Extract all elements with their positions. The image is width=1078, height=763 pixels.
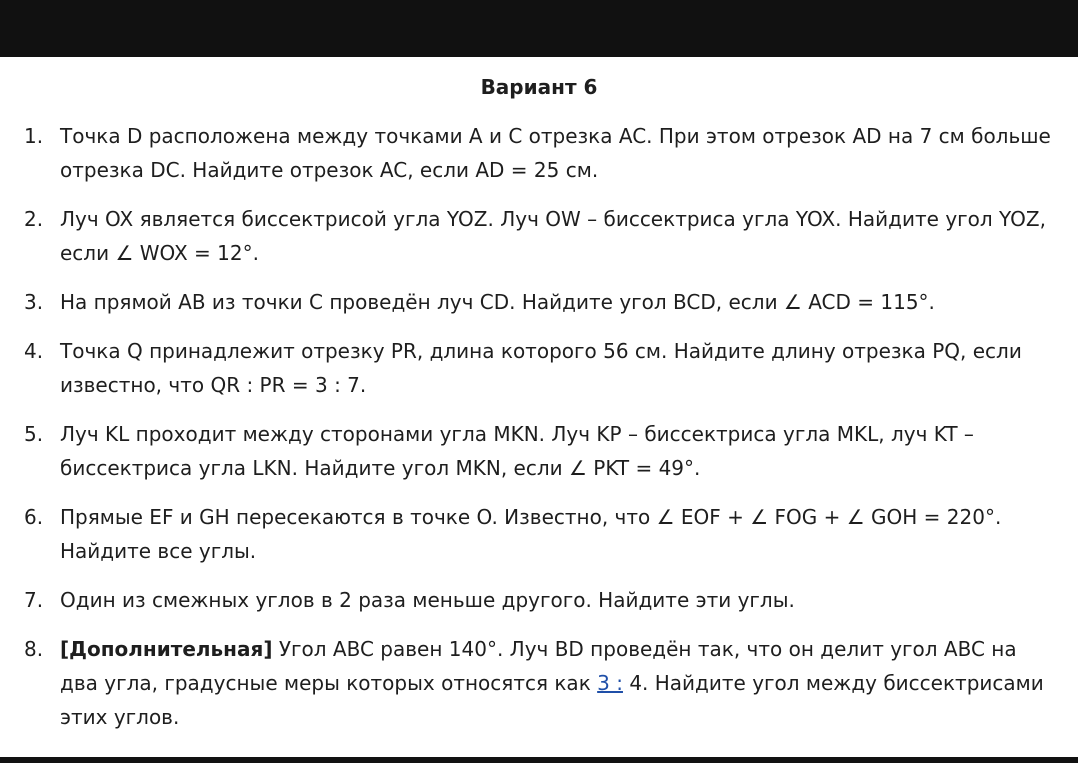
task-text: На прямой AB из точки C проведён луч CD. Найдите угол BCD, если ∠ ACD = 115°. — [60, 290, 935, 314]
task-text: Луч KL проходит между сторонами угла MKN. Луч KP – биссектриса угла MKL, луч KT – биссектриса угла LKN. Найдите угол MKN, если ∠ PKT = 49°. — [60, 422, 974, 480]
task-item-4 — [0, 334, 1078, 402]
bonus-tag: [Дополнительная] — [60, 637, 273, 661]
task-number: 8. — [24, 637, 44, 661]
task-text-part: 4. Найдите угол между биссектрисами этих углов. — [60, 671, 1044, 729]
task-item-7 — [0, 583, 1078, 617]
task-text: Точка Q принадлежит отрезку PR, длина которого 56 см. Найдите длину отрезка PQ, если известно, что QR : PR = 3 : 7. — [60, 339, 1022, 397]
task-item-1 — [0, 119, 1078, 187]
task-text: Один из смежных углов в 2 раза меньше другого. Найдите эти углы. — [60, 588, 795, 612]
task-item-5 — [0, 417, 1078, 485]
task-number: 5. — [24, 422, 44, 446]
task-number: 6. — [24, 505, 44, 529]
task-list — [0, 119, 1078, 749]
task-text: Прямые EF и GH пересекаются в точке O. Известно, что ∠ EOF + ∠ FOG + ∠ GOH = 220°. Найдите все углы. — [60, 505, 1002, 563]
bottom-bar — [0, 757, 1078, 763]
task-text — [60, 632, 1060, 734]
task-number: 3. — [24, 290, 44, 314]
task-item-2 — [0, 202, 1078, 270]
ratio-link[interactable]: 3 : — [597, 671, 623, 695]
task-text: Точка D расположена между точками A и C отрезка AC. При этом отрезок AD на 7 см больше отрезка DC. Найдите отрезок AC, если AD = 25 см. — [60, 124, 1051, 182]
task-number: 4. — [24, 339, 44, 363]
task-item-6 — [0, 500, 1078, 568]
task-number: 1. — [24, 124, 44, 148]
page-title: Вариант 6 — [480, 75, 598, 99]
task-number: 7. — [24, 588, 44, 612]
task-text: Луч OX является биссектрисой угла YOZ. Луч OW – биссектриса угла YOX. Найдите угол YOZ, если ∠ WOX = 12°. — [60, 207, 1046, 265]
task-text-part: Угол ABC равен 140°. Луч BD проведён так, что он делит угол ABC на два угла, градусные меры которых относятся как — [60, 637, 1017, 695]
task-number: 2. — [24, 207, 44, 231]
task-item-8 — [0, 632, 1078, 734]
task-item-3 — [0, 285, 1078, 319]
top-bar — [0, 0, 1078, 57]
